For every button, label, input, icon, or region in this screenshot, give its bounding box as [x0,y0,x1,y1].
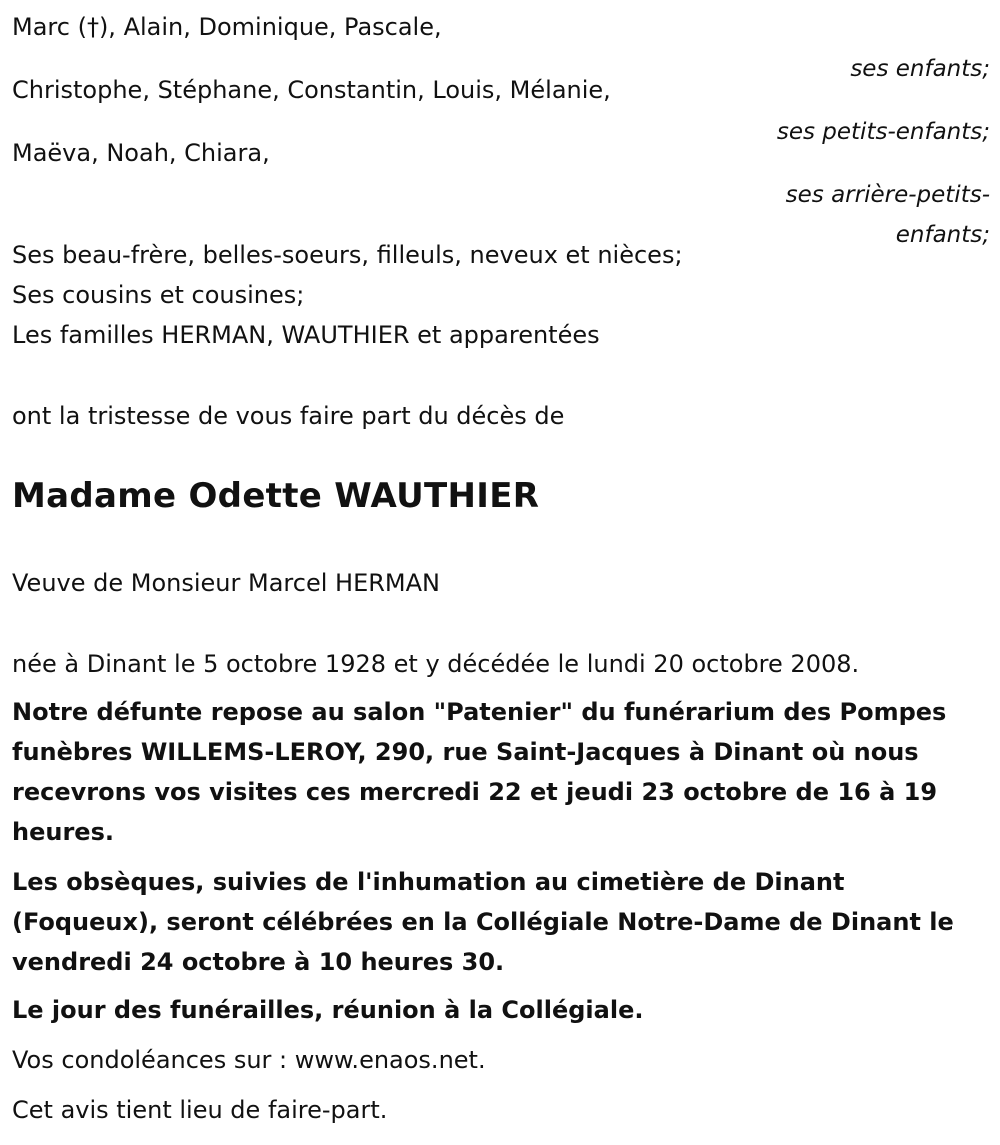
other-relatives-line: Ses cousins et cousines; [12,281,305,309]
grandchildren-names: Christophe, Stéphane, Constantin, Louis, Mélanie, [12,76,611,104]
deceased-name: Madame Odette WAUTHIER [12,476,540,516]
children-names: Marc (†), Alain, Dominique, Pascale, [12,13,442,41]
children-relation: ses enfants; [850,56,990,82]
other-relatives-line: Ses beau-frère, belles-soeurs, filleuls, neveux et nièces; [12,241,683,269]
great-grandchildren-relation: ses arrière-petits-enfants; [785,182,990,248]
notice-statement: Cet avis tient lieu de faire-part. [12,1096,388,1124]
grandchildren-relation: ses petits-enfants; [776,119,990,145]
birth-death-dates: née à Dinant le 5 octobre 1928 et y décédée le lundi 20 octobre 2008. [12,650,860,678]
widow-of: Veuve de Monsieur Marcel HERMAN [12,569,440,597]
great-grandchildren-names: Maëva, Noah, Chiara, [12,139,270,167]
obituary-notice [12,0,990,1145]
other-relatives-line: Les familles HERMAN, WAUTHIER et apparentées [12,321,600,349]
visitation-info: Notre défunte repose au salon "Patenier" du funérarium des Pompes funèbres WILLEMS-LEROY, 290, rue Saint-Jacques à Dinant où nous recevrons vos visites ces mercredi 22 et jeudi 23 octobre de 16 à 19 heures. [12,698,947,846]
condolences-info: Vos condoléances sur : www.enaos.net. [12,1046,486,1074]
other-relatives [12,235,990,355]
meeting-info: Le jour des funérailles, réunion à la Collégiale. [12,996,644,1024]
announcement-intro: ont la tristesse de vous faire part du décès de [12,402,565,430]
funeral-info: Les obsèques, suivies de l'inhumation au cimetière de Dinant (Foqueux), seront célébrées en la Collégiale Notre-Dame de Dinant le vendredi 24 octobre à 10 heures 30. [12,868,954,976]
